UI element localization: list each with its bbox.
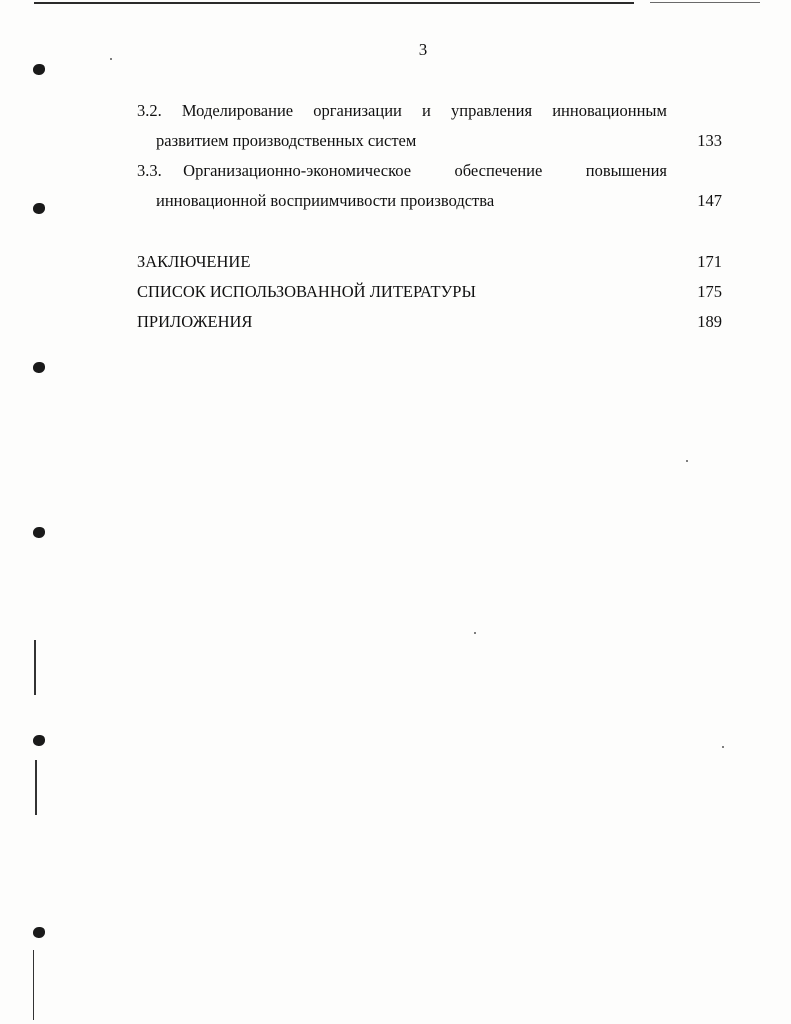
toc-entry-text: СПИСОК ИСПОЛЬЗОВАННОЙ ЛИТЕРАТУРЫ	[137, 282, 476, 301]
toc-word: 3.2.	[137, 101, 162, 120]
toc-page-number: 171	[697, 252, 722, 271]
toc-page-number: 147	[697, 191, 722, 210]
binding-hole-mark	[33, 64, 45, 75]
toc-entry-3-2-line-1	[137, 96, 722, 126]
scan-edge-mark	[35, 760, 37, 815]
scan-speck	[686, 460, 688, 462]
scan-speck	[474, 632, 476, 634]
scan-edge-mark	[34, 640, 36, 695]
binding-hole-mark	[33, 735, 45, 746]
toc-word: повышения	[585, 161, 667, 180]
scan-speck	[722, 746, 724, 748]
toc-entry-text: инновационной восприимчивости производства	[156, 191, 495, 210]
toc-entry-3-2-title	[137, 96, 667, 126]
table-of-contents	[137, 96, 722, 337]
toc-word: обеспечение	[454, 161, 543, 180]
toc-entry-3-3-line-1	[137, 156, 722, 186]
toc-word: инновационным	[552, 101, 667, 120]
toc-entry-conclusion	[137, 247, 722, 277]
toc-entry-3-3-line-2	[137, 186, 722, 216]
toc-word: и	[422, 101, 431, 120]
toc-word: управления	[451, 101, 533, 120]
scan-edge-mark	[33, 950, 34, 1020]
scan-edge-line	[650, 2, 760, 3]
toc-entry-appendices	[137, 307, 722, 337]
toc-entry-text: развитием производственных систем	[156, 131, 417, 150]
binding-hole-mark	[33, 527, 45, 538]
toc-page-number: 189	[697, 312, 722, 331]
toc-entry-text: ЗАКЛЮЧЕНИЕ	[137, 252, 251, 271]
toc-spacer	[137, 216, 722, 247]
toc-page-number: 175	[697, 282, 722, 301]
binding-hole-mark	[33, 362, 45, 373]
toc-entry-references	[137, 277, 722, 307]
page-number: 3	[418, 40, 428, 59]
scan-edge-line	[34, 2, 634, 4]
toc-word: 3.3.	[137, 161, 162, 180]
toc-word: организации	[313, 101, 402, 120]
binding-hole-mark	[33, 927, 45, 938]
binding-hole-mark	[33, 203, 45, 214]
toc-entry-3-2-line-2	[137, 126, 722, 156]
toc-word: Моделирование	[181, 101, 294, 120]
toc-word: Организационно-экономическое	[183, 161, 412, 180]
toc-entry-text: ПРИЛОЖЕНИЯ	[137, 312, 253, 331]
toc-page-number: 133	[697, 131, 722, 150]
toc-entry-3-3-title	[137, 156, 667, 186]
